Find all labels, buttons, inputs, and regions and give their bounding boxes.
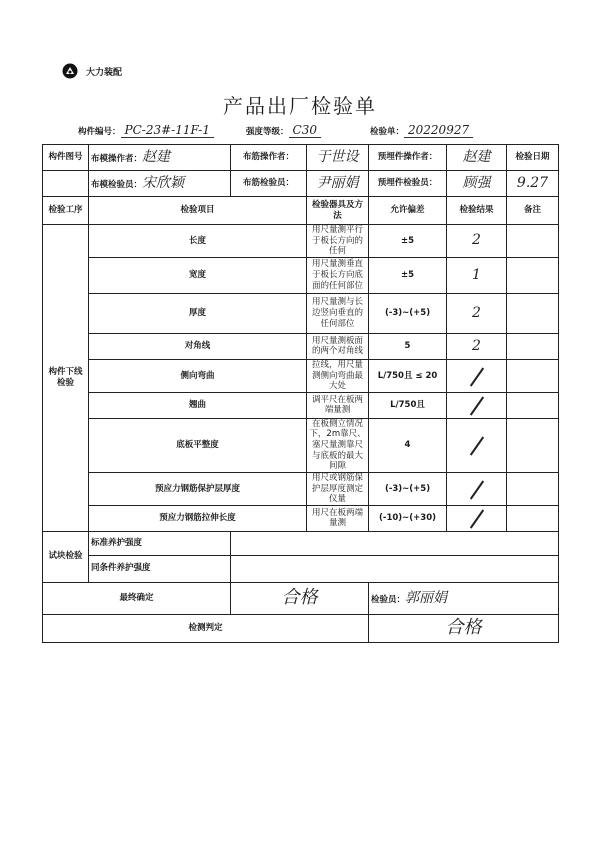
item-tolerance: (-3)~(+5) bbox=[369, 472, 447, 505]
rebar-inspector-value: 尹丽娟 bbox=[307, 171, 369, 197]
final-value: 合格 bbox=[231, 582, 369, 614]
header-remark: 备注 bbox=[507, 197, 559, 225]
page-title: 产品出厂检验单 bbox=[223, 94, 377, 118]
check-mark-icon bbox=[469, 367, 483, 386]
item-tolerance: ±5 bbox=[369, 257, 447, 293]
mold-inspector: 布模检验员：宋欣颖 bbox=[89, 171, 231, 197]
check-mark-icon bbox=[469, 509, 483, 528]
embed-inspector-label: 预埋件检验员： bbox=[369, 171, 447, 197]
embed-operator-label: 预埋件操作者： bbox=[369, 145, 447, 171]
item-result bbox=[447, 472, 507, 505]
item-name: 预应力钢筋拉伸长度 bbox=[89, 505, 307, 531]
item-tolerance: 4 bbox=[369, 418, 447, 472]
table-row bbox=[43, 472, 559, 505]
std-cure-label: 标准养护强度 bbox=[89, 531, 231, 555]
item-name: 侧向弯曲 bbox=[89, 359, 307, 392]
mold-operator: 布模操作者：赵建 bbox=[89, 145, 231, 171]
item-remark bbox=[507, 392, 559, 418]
header-item: 检验项目 bbox=[89, 197, 307, 225]
table-row bbox=[43, 257, 559, 293]
check-mark-icon bbox=[469, 436, 483, 455]
item-tolerance: (-10)~(+30) bbox=[369, 505, 447, 531]
item-result: 2 bbox=[447, 333, 507, 359]
table-row bbox=[43, 359, 559, 392]
item-remark bbox=[507, 225, 559, 258]
std-cure-value bbox=[231, 531, 559, 555]
embed-inspector-value: 顾强 bbox=[447, 171, 507, 197]
item-method: 调平尺在板两端量测 bbox=[307, 392, 369, 418]
judgement-value: 合格 bbox=[369, 614, 559, 642]
process-name: 构件下线检验 bbox=[43, 225, 89, 532]
rebar-inspector-label: 布筋检验员： bbox=[231, 171, 307, 197]
item-method: 用尺量测板面的两个对角线 bbox=[307, 333, 369, 359]
rebar-operator-label: 布筋操作者： bbox=[231, 145, 307, 171]
item-result bbox=[447, 505, 507, 531]
same-cure-label: 同条件养护强度 bbox=[89, 555, 231, 582]
inspection-date-value: 9.27 bbox=[507, 171, 559, 197]
drawing-no-label: 构件图号 bbox=[43, 145, 89, 171]
item-remark bbox=[507, 472, 559, 505]
header-result: 检验结果 bbox=[447, 197, 507, 225]
item-result bbox=[447, 418, 507, 472]
table-row bbox=[43, 225, 559, 258]
header-tolerance: 允许偏差 bbox=[369, 197, 447, 225]
table-row bbox=[43, 333, 559, 359]
item-tolerance: L/750且 bbox=[369, 392, 447, 418]
item-remark bbox=[507, 359, 559, 392]
component-no: 构件编号： PC-23#-11F-1 bbox=[78, 123, 214, 138]
blank-cell bbox=[43, 171, 89, 197]
item-tolerance: 5 bbox=[369, 333, 447, 359]
item-name: 底板平整度 bbox=[89, 418, 307, 472]
company-name: 大力装配 bbox=[86, 68, 123, 78]
header-process: 检验工序 bbox=[43, 197, 89, 225]
item-remark bbox=[507, 293, 559, 333]
table-row bbox=[43, 505, 559, 531]
same-cure-value bbox=[231, 555, 559, 582]
item-result bbox=[447, 392, 507, 418]
item-result: 2 bbox=[447, 225, 507, 258]
item-remark bbox=[507, 505, 559, 531]
item-tolerance: L/750且 ≤ 20 bbox=[369, 359, 447, 392]
inspection-table bbox=[42, 144, 559, 643]
check-mark-icon bbox=[469, 396, 483, 415]
trial-block-label: 试块检验 bbox=[43, 531, 89, 582]
item-method: 用尺量测垂直于板长方向底面的任何部位 bbox=[307, 257, 369, 293]
item-name: 长度 bbox=[89, 225, 307, 258]
item-remark bbox=[507, 257, 559, 293]
table-row bbox=[43, 293, 559, 333]
final-inspector: 检验员：郭丽娟 bbox=[369, 582, 559, 614]
table-row bbox=[43, 392, 559, 418]
item-name: 对角线 bbox=[89, 333, 307, 359]
table-row bbox=[43, 418, 559, 472]
inspection-date-label: 检验日期 bbox=[507, 145, 559, 171]
final-label: 最终确定 bbox=[43, 582, 231, 614]
item-method: 拉线，用尺量测侧向弯曲最大处 bbox=[307, 359, 369, 392]
item-result bbox=[447, 359, 507, 392]
item-name: 宽度 bbox=[89, 257, 307, 293]
item-name: 厚度 bbox=[89, 293, 307, 333]
item-name: 预应力钢筋保护层厚度 bbox=[89, 472, 307, 505]
item-tolerance: (-3)~(+5) bbox=[369, 293, 447, 333]
item-remark bbox=[507, 418, 559, 472]
item-remark bbox=[507, 333, 559, 359]
item-result: 2 bbox=[447, 293, 507, 333]
item-method: 用尺或钢筋保护层厚度测定仪量 bbox=[307, 472, 369, 505]
rebar-operator-value: 于世设 bbox=[307, 145, 369, 171]
item-method: 用尺量测与长边竖向垂直的任何部位 bbox=[307, 293, 369, 333]
check-mark-icon bbox=[469, 480, 483, 499]
item-name: 翘曲 bbox=[89, 392, 307, 418]
judgement-label: 检测判定 bbox=[43, 614, 369, 642]
company-logo-icon bbox=[62, 63, 78, 79]
item-tolerance: ±5 bbox=[369, 225, 447, 258]
item-result: 1 bbox=[447, 257, 507, 293]
header-tool: 检验器具及方法 bbox=[307, 197, 369, 225]
inspection-no: 检验单： 20220927 bbox=[370, 123, 473, 138]
item-method: 在板侧立情况下，2m靠尺、塞尺量测靠尺与底板的最大间隙 bbox=[307, 418, 369, 472]
strength-grade: 强度等级： C30 bbox=[246, 123, 321, 138]
item-method: 用尺量测平行于板长方向的任何 bbox=[307, 225, 369, 258]
item-method: 用尺在板两端量测 bbox=[307, 505, 369, 531]
embed-operator-value: 赵建 bbox=[447, 145, 507, 171]
